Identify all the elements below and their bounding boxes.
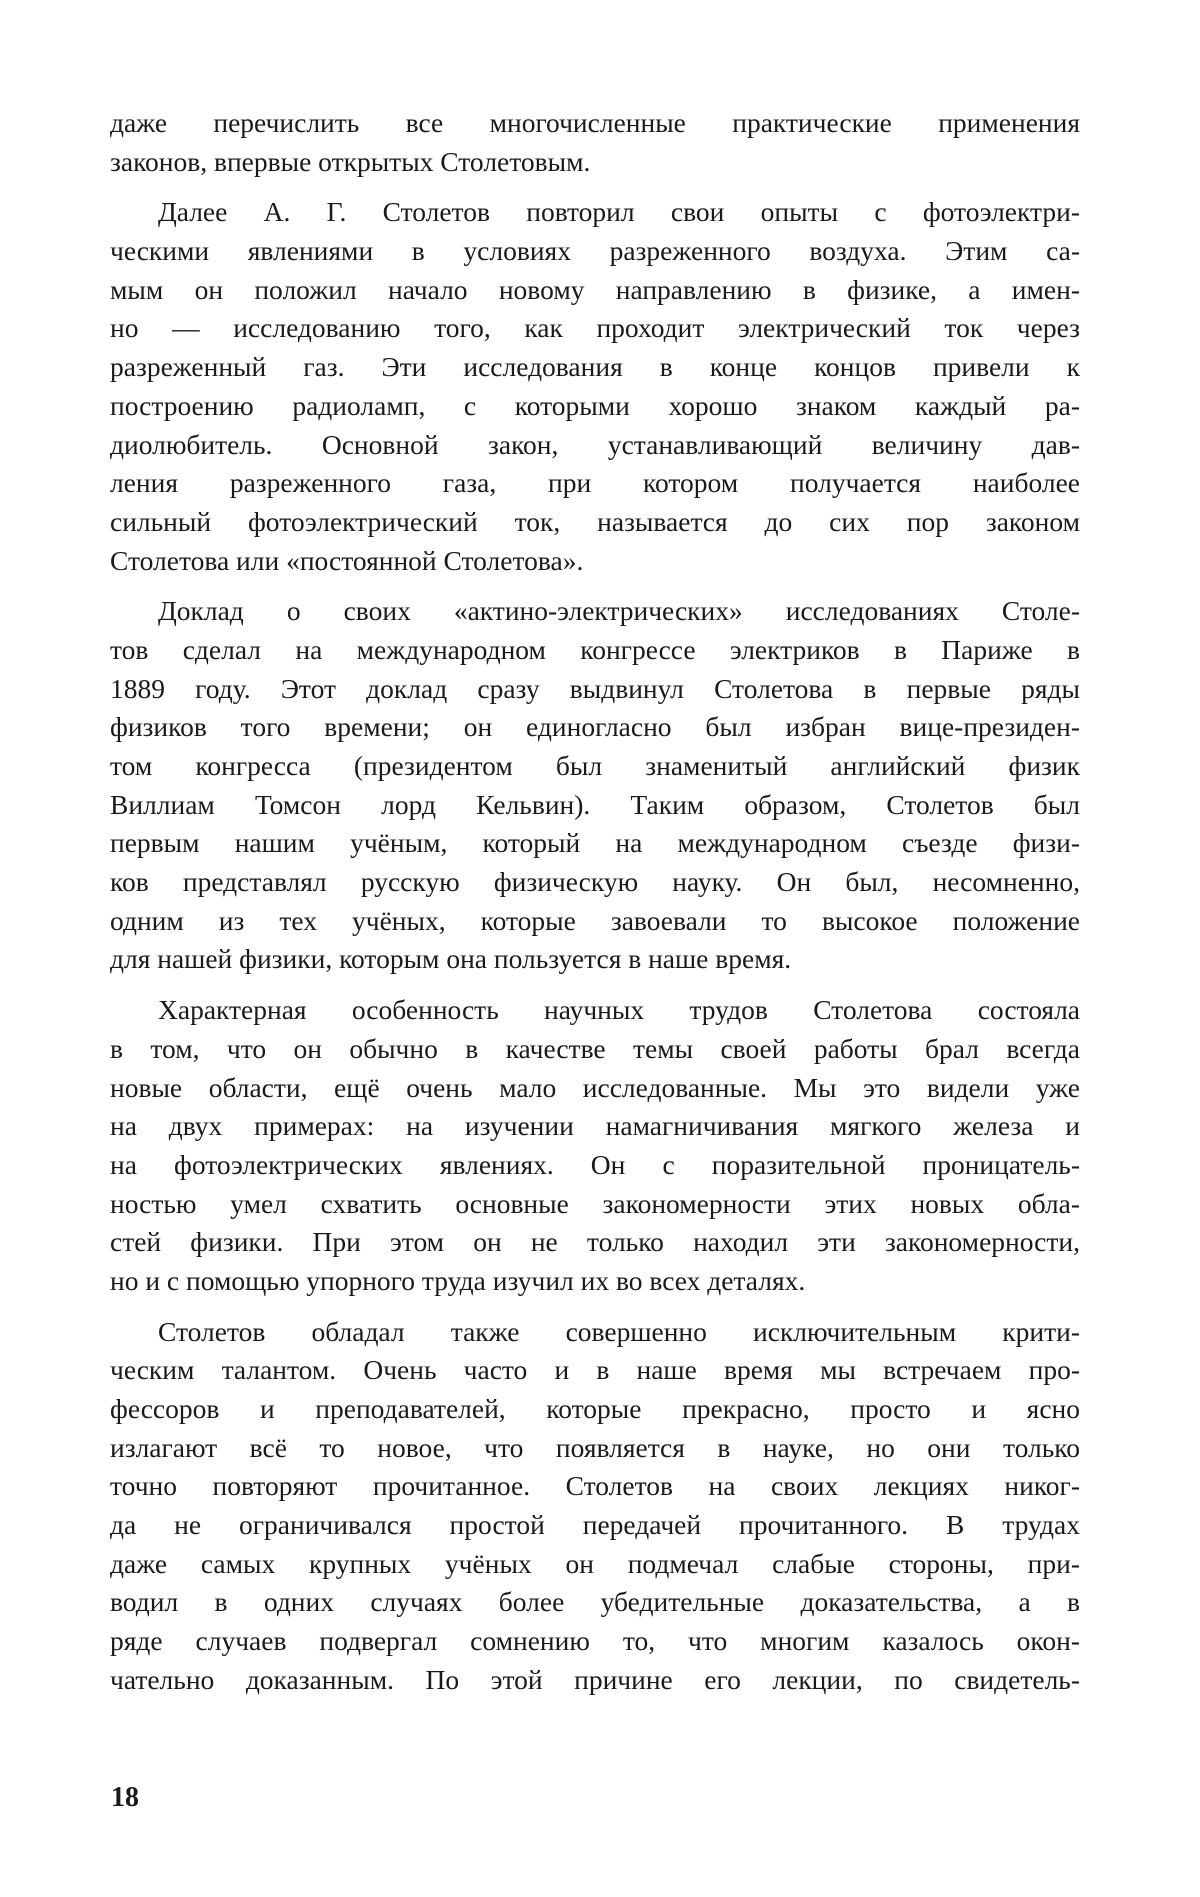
text-line: сильный фотоэлектрический ток, называется до сих пор законом [110,503,1080,542]
text-line: диолюбитель. Основной закон, устанавливающий величину дав- [110,426,1080,465]
text-line: точно повторяют прочитанное. Столетов на своих лекциях никог- [110,1467,1080,1506]
text-line: но и с помощью упорного труда изучил их во всех деталях. [110,1262,1080,1301]
text-line: 1889 году. Этот доклад сразу выдвинул Столетова в первые ряды [110,670,1080,709]
paragraph [110,1313,1080,1700]
text-line: в том, что он обычно в качестве темы своей работы брал всегда [110,1030,1080,1069]
text-line: мым он положил начало новому направлению в физике, а имен- [110,271,1080,310]
text-line: Виллиам Томсон лорд Кельвин). Таким образом, Столетов был [110,786,1080,825]
text-line: ностью умел схватить основные закономерности этих новых обла- [110,1185,1080,1224]
text-line: даже самых крупных учёных он подмечал слабые стороны, при- [110,1545,1080,1584]
page-number: 18 [111,1782,139,1814]
text-line: фессоров и преподавателей, которые прекрасно, просто и ясно [110,1390,1080,1429]
text-line: чательно доказанным. По этой причине его лекции, по свидетель- [110,1661,1080,1700]
text-line: первым нашим учёным, который на международном съезде физи- [110,824,1080,863]
text-line: Столетов обладал также совершенно исключительным крити- [110,1313,1080,1352]
text-line: на двух примерах: на изучении намагничивания мягкого железа и [110,1107,1080,1146]
paragraph [110,991,1080,1301]
text-line: ков представлял русскую физическую науку. Он был, несомненно, [110,863,1080,902]
paragraph [110,592,1080,979]
text-line: построению радиоламп, с которыми хорошо знаком каждый ра- [110,387,1080,426]
text-line: для нашей физики, которым она пользуется в наше время. [110,940,1080,979]
text-line: одним из тех учёных, которые завоевали то высокое положение [110,902,1080,941]
text-line: законов, впервые открытых Столетовым. [110,143,1080,182]
text-line: тов сделал на международном конгрессе электриков в Париже в [110,631,1080,670]
text-line: излагают всё то новое, что появляется в науке, но они только [110,1429,1080,1468]
text-line: том конгресса (президентом был знаменитый английский физик [110,747,1080,786]
text-line: ряде случаев подвергал сомнению то, что многим казалось окон- [110,1622,1080,1661]
text-line: разреженный газ. Эти исследования в конце концов привели к [110,348,1080,387]
text-line: ления разреженного газа, при котором получается наиболее [110,464,1080,503]
body-text [110,104,1080,1712]
paragraph [110,104,1080,181]
text-line: ческим талантом. Очень часто и в наше время мы встречаем про- [110,1351,1080,1390]
text-line: Характерная особенность научных трудов Столетова состояла [110,991,1080,1030]
text-line: на фотоэлектрических явлениях. Он с поразительной проницатель- [110,1146,1080,1185]
book-page [0,0,1200,1897]
text-line: физиков того времени; он единогласно был избран вице-президен- [110,708,1080,747]
text-line: Далее А. Г. Столетов повторил свои опыты с фотоэлектри- [110,193,1080,232]
text-line: стей физики. При этом он не только находил эти закономерности, [110,1223,1080,1262]
text-line: новые области, ещё очень мало исследованные. Мы это видели уже [110,1069,1080,1108]
text-line: да не ограничивался простой передачей прочитанного. В трудах [110,1506,1080,1545]
text-line: Доклад о своих «актино-электрических» исследованиях Столе- [110,592,1080,631]
text-line: Столетова или «постоянной Столетова». [110,542,1080,581]
text-line: даже перечислить все многочисленные практические применения [110,104,1080,143]
text-line: но — исследованию того, как проходит электрический ток через [110,309,1080,348]
text-line: водил в одних случаях более убедительные доказательства, а в [110,1583,1080,1622]
paragraph [110,193,1080,580]
text-line: ческими явлениями в условиях разреженного воздуха. Этим са- [110,232,1080,271]
